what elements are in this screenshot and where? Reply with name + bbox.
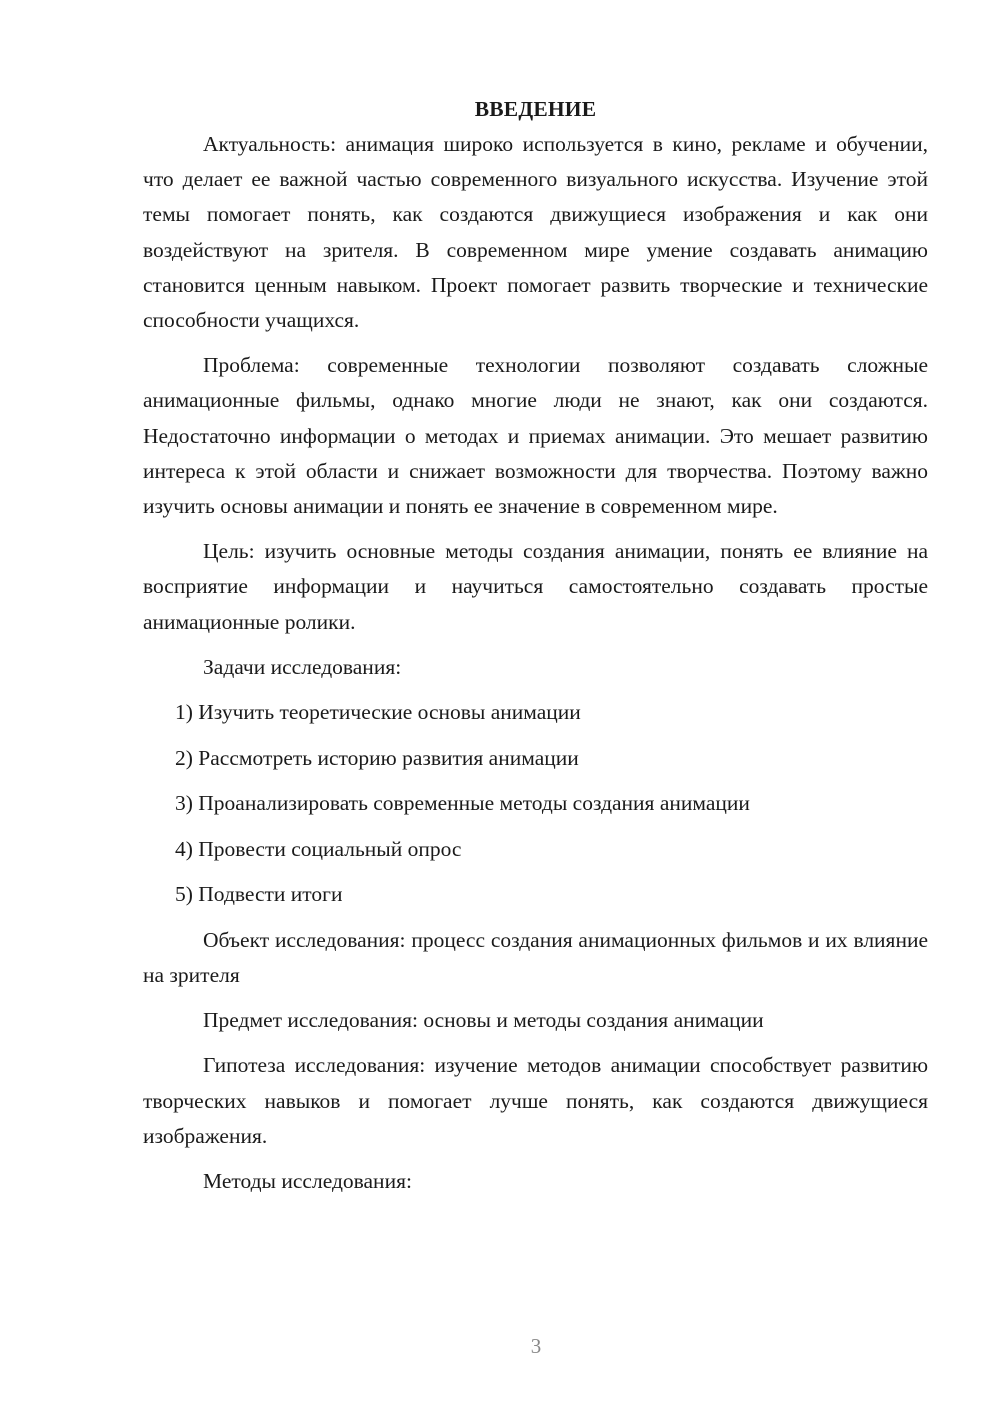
page-number: 3	[530, 1334, 542, 1358]
list-item: 4) Провести социальный опрос	[175, 836, 462, 861]
goal-paragraph: Цель: изучить основные методы создания анимации, понять ее влияние на восприятие информации и научиться самостоятельно создавать простые анимационные ролики.	[143, 539, 928, 634]
page-title: ВВЕДЕНИЕ	[474, 97, 597, 121]
tasks-heading: Задачи исследования:	[203, 654, 402, 679]
problem-paragraph: Проблема: современные технологии позволяют создавать сложные анимационные фильмы, однако многие люди не знают, как они создаются. Недостаточно информации о методах и приемах анимации. Это мешает развитию интереса к этой области и снижает возможности для творчества. Поэтому важно изучить основы анимации и понять ее значение в современном мире.	[143, 353, 928, 519]
page-content	[143, 92, 928, 1199]
list-item: 2) Рассмотреть историю развития анимации	[175, 745, 579, 770]
hypothesis-paragraph: Гипотеза исследования: изучение методов анимации способствует развитию творческих навыков и помогает лучше понять, как создаются движущиеся изображения.	[143, 1053, 928, 1148]
list-item: 1) Изучить теоретические основы анимации	[175, 700, 581, 725]
list-item: 3) Проанализировать современные методы создания анимации	[175, 791, 750, 816]
tasks-list	[143, 695, 928, 912]
list-item: 5) Подвести итоги	[175, 882, 343, 907]
object-paragraph: Объект исследования: процесс создания анимационных фильмов и их влияние на зрителя	[143, 927, 928, 988]
subject-paragraph: Предмет исследования: основы и методы создания анимации	[203, 1008, 764, 1033]
relevance-paragraph: Актуальность: анимация широко используется в кино, рекламе и обучении, что делает ее важной частью современного визуального искусства. Изучение этой темы помогает понять, как создаются движущиеся изображения и как они воздействуют на зрителя. В современном мире умение создавать анимацию становится ценным навыком. Проект помогает развить творческие и технические способности учащихся.	[143, 132, 928, 333]
methods-heading: Методы исследования:	[203, 1169, 412, 1194]
